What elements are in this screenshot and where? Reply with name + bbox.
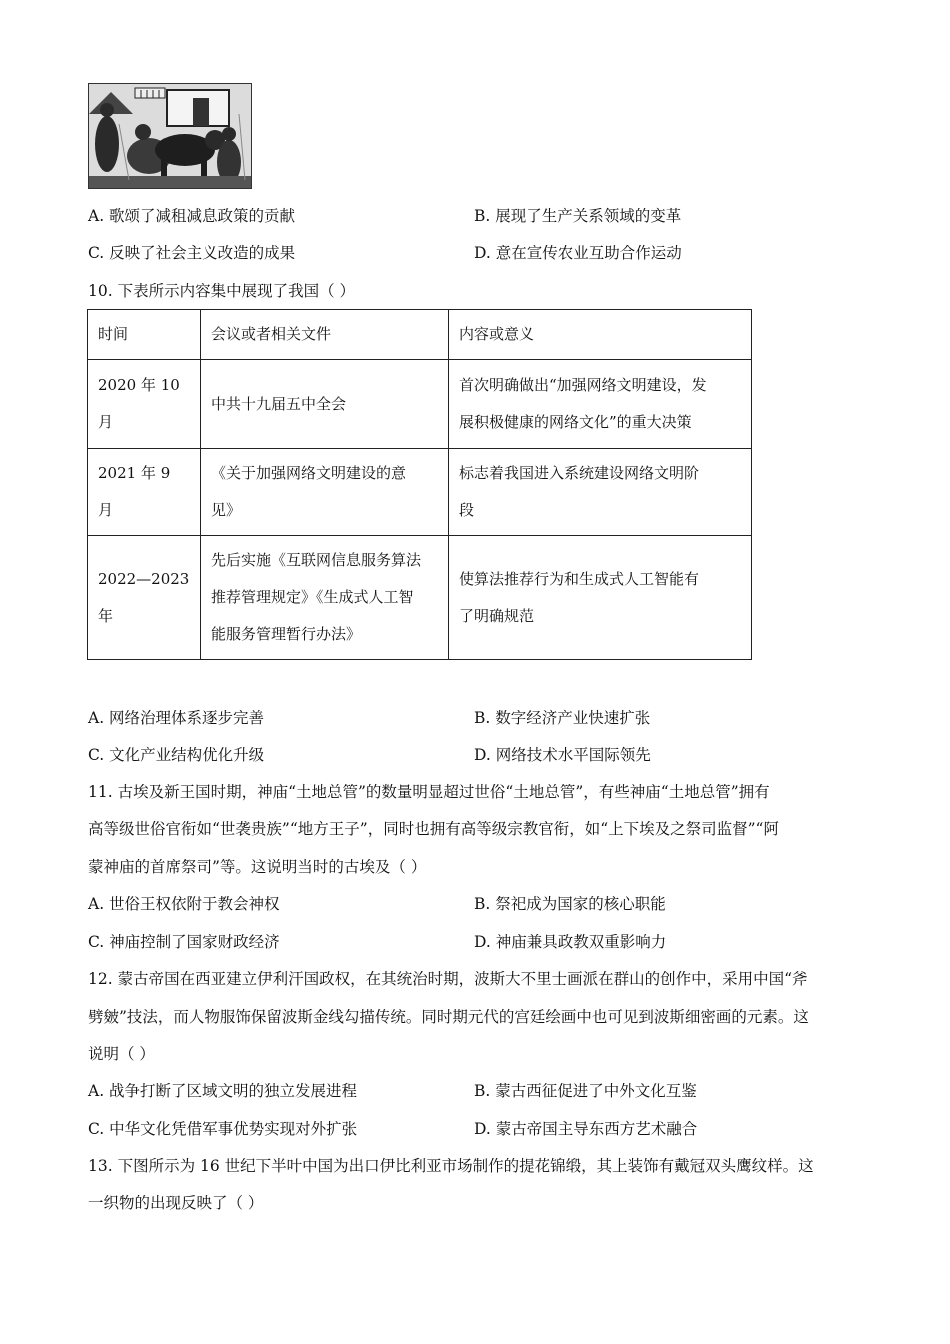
q9-option-b: B. 展现了生产关系领域的变革 (474, 207, 682, 225)
q12-option-a: A. 战争打断了区域文明的独立发展进程 (88, 1082, 358, 1100)
q10-option-a: A. 网络治理体系逐步完善 (88, 709, 265, 727)
q9-option-a: A. 歌颂了减租减息政策的贡献 (88, 207, 296, 225)
q10-option-d: D. 网络技术水平国际领先 (474, 746, 651, 764)
table-row (88, 449, 752, 536)
cell-line: 了明确规范 (459, 606, 535, 625)
q12-option-d: D. 蒙古帝国主导东西方艺术融合 (474, 1120, 698, 1138)
q12-stem-line: 12. 蒙古帝国在西亚建立伊利汗国政权，在其统治时期，波斯大不里士画派在群山的创作中，采用中国“斧 (88, 970, 808, 988)
q10-option-c: C. 文化产业结构优化升级 (88, 746, 265, 764)
cell-line: 展积极健康的网络文化”的重大决策 (459, 413, 692, 431)
q12-option-c: C. 中华文化凭借军事优势实现对外扩张 (88, 1120, 358, 1138)
q11-option-c: C. 神庙控制了国家财政经济 (88, 933, 280, 951)
q9-option-d: D. 意在宣传农业互助合作运动 (474, 244, 682, 262)
table-row (88, 536, 752, 660)
cell-line: 2022—2023 (98, 569, 190, 588)
q11-option-a: A. 世俗王权依附于教会神权 (88, 895, 280, 913)
q11-stem-line: 11. 古埃及新王国时期，神庙“土地总管”的数量明显超过世俗“土地总管”，有些神庙“土地总管”拥有 (88, 783, 770, 801)
table-cell (88, 536, 201, 660)
q11-option-b: B. 祭祀成为国家的核心职能 (474, 895, 666, 913)
table-cell (88, 360, 201, 449)
cell-line: 中共十九届五中全会 (211, 394, 347, 413)
table-cell (201, 360, 449, 449)
cell-line: 标志着我国进入系统建设网络文明阶 (459, 464, 700, 482)
q12-stem-line: 劈皴”技法，而人物服饰保留波斯金线勾描传统。同时期元代的宫廷绘画中也可见到波斯细密画的元素。这 (88, 1008, 809, 1026)
q10-stem: 10. 下表所示内容集中展现了我国（ ） (88, 282, 356, 300)
q10-option-b: B. 数字经济产业快速扩张 (474, 709, 651, 727)
cell-line: 段 (459, 501, 475, 519)
table-cell (201, 536, 449, 660)
woodcut-illustration-graphic (89, 84, 251, 188)
table-header-cell: 会议或者相关文件 (201, 310, 449, 360)
table-header-cell: 内容或意义 (449, 310, 752, 360)
woodcut-illustration (88, 83, 252, 189)
table-cell (449, 360, 752, 449)
table-cell (88, 449, 201, 536)
table-cell (449, 449, 752, 536)
cell-line: 《关于加强网络文明建设的意 (211, 464, 407, 482)
table-cell (449, 536, 752, 660)
q11-stem-line: 高等级世俗官衔如“世袭贵族”“地方王子”，同时也拥有高等级宗教官衔，如“上下埃及之祭司监督”“阿 (88, 820, 779, 838)
q10-table (87, 309, 752, 660)
q11-option-d: D. 神庙兼具政教双重影响力 (474, 933, 667, 951)
table-header-cell: 时间 (88, 310, 201, 360)
q12-stem-line: 说明（ ） (88, 1045, 155, 1063)
table-row (88, 360, 752, 449)
cell-line: 见》 (211, 501, 242, 519)
table-cell (201, 449, 449, 536)
cell-line: 2021 年 9 月 (98, 464, 171, 519)
cell-line: 2020 年 10 月 (98, 376, 180, 431)
cell-line: 使算法推荐行为和生成式人工智能有 (459, 569, 700, 588)
cell-line: 首次明确做出“加强网络文明建设，发 (459, 376, 707, 394)
cell-line: 年 (98, 606, 114, 625)
table-header-row (88, 310, 752, 360)
cell-line: 推荐管理规定》《生成式人工智 (211, 588, 414, 606)
cell-line: 能服务管理暂行办法》 (211, 625, 362, 643)
q9-option-c: C. 反映了社会主义改造的成果 (88, 244, 296, 262)
q13-stem-line: 13. 下图所示为 16 世纪下半叶中国为出口伊比利亚市场制作的提花锦缎，其上装饰有戴冠双头鹰纹样。这 (88, 1157, 814, 1175)
q11-stem-line: 蒙神庙的首席祭司”等。这说明当时的古埃及（ ） (88, 858, 427, 876)
q13-stem-line: 一织物的出现反映了（ ） (88, 1194, 264, 1212)
cell-line: 先后实施《互联网信息服务算法 (211, 551, 422, 569)
q12-option-b: B. 蒙古西征促进了中外文化互鉴 (474, 1082, 697, 1100)
